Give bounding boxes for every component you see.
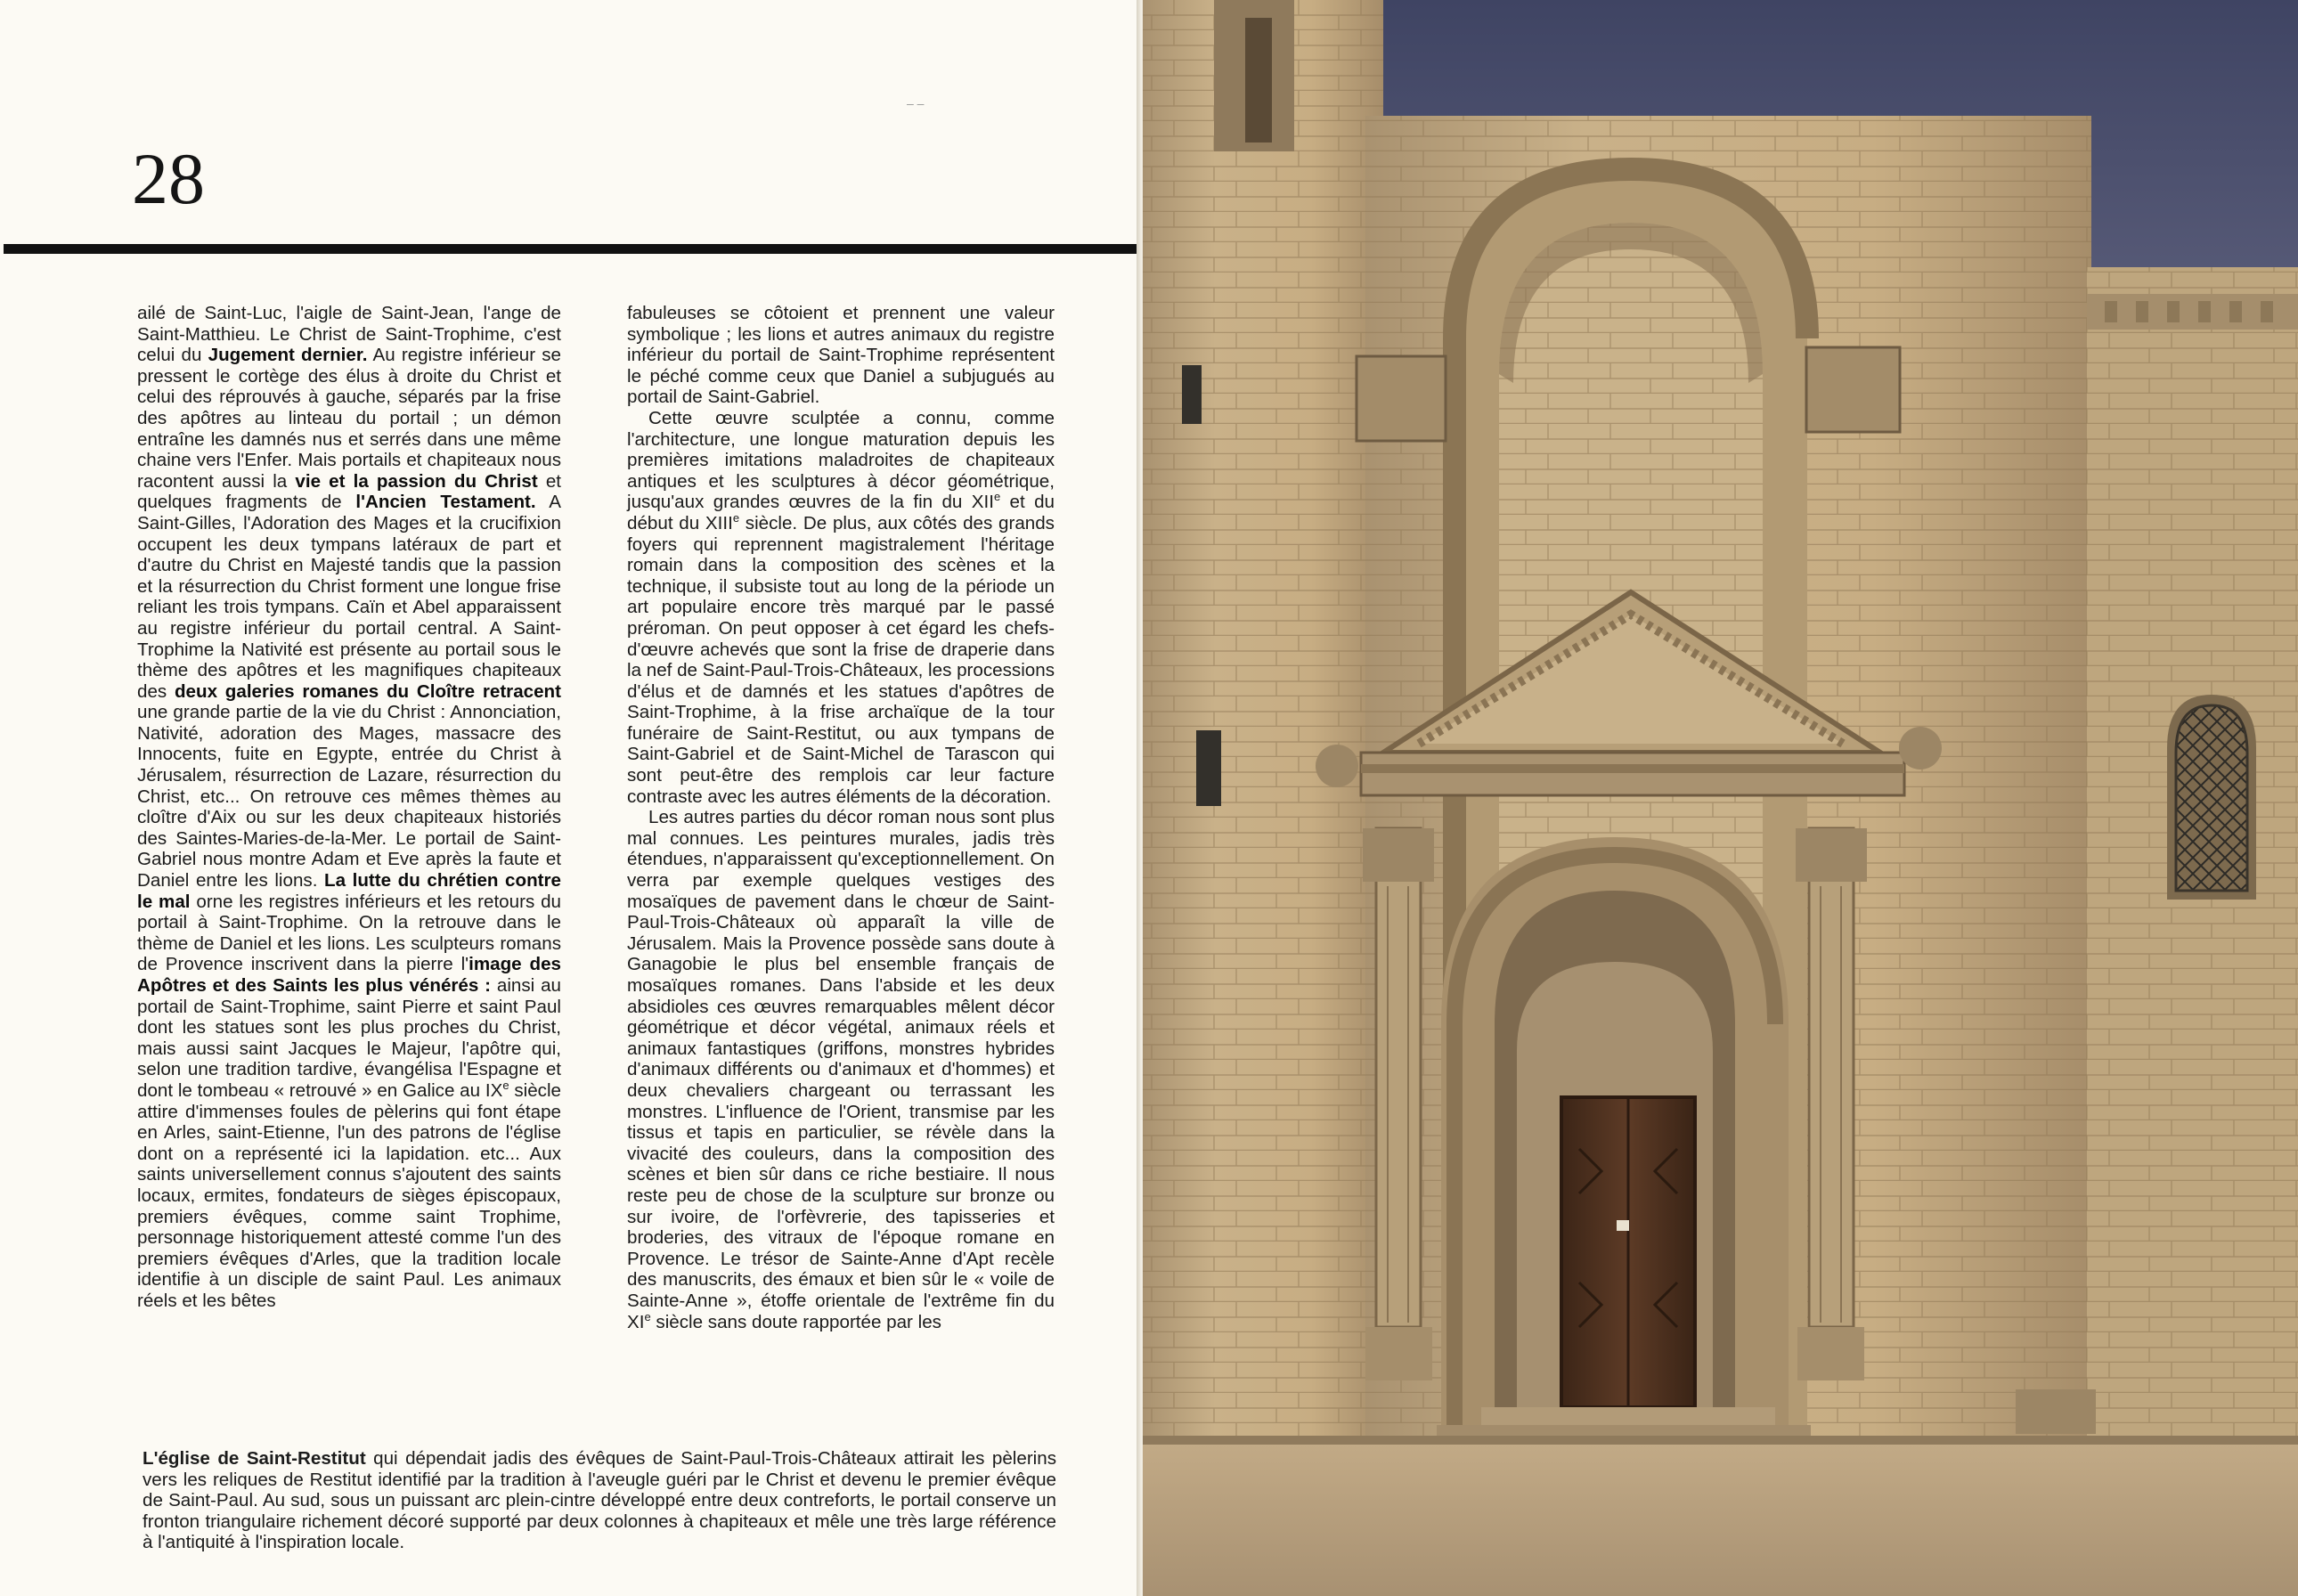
text-run: fabuleuses se côtoient et prennent une valeur symbolique ; les lions et autres animaux du registre inférieur du portail de Saint-Trophime représentent le péché comme ceux que Daniel a subjugués au portail de Saint-Gabriel.	[627, 303, 1055, 408]
caption-title: L'église de Saint-Restitut	[143, 1448, 366, 1469]
text-run: siècle. De plus, aux côtés des grands foyers qui reprennent magistralement l'héritage romain dans la composition des scènes et la technique, il subsiste tout au long de la période un art populaire encore très marqué par le passé préroman. On peut opposer à cet égard les chefs-d'œuvre achevés que sont la frise de draperie dans la nef de Saint-Paul-Trois-Châteaux, les processions d'élus et de damnés et les statues d'apôtres de Saint-Trophime, à la frise archaïque de la tour funéraire de Saint-Restitut, ou aux tympans de Saint-Gabriel et de Saint-Michel de Tarascon qui sont peut-être des remplois car leur facture contraste avec les autres éléments de la décoration.	[627, 512, 1055, 807]
superscript: e	[993, 490, 1001, 504]
left-column	[1376, 828, 1421, 1327]
bold-phrase: vie et la passion du Christ	[295, 470, 538, 492]
text-run: Au registre inférieur se pressent le cortège des élus à droite du Christ et celui des réprouvés à gauche, séparés par la frise des apôtres au linteau du portail ; un démon entraîne les damnés nus et serrés dans une même chaine vers l'Enfer. Mais portails et chapiteaux nous racontent aussi la	[137, 345, 561, 492]
church-photo	[1143, 0, 2298, 1596]
bold-phrase: deux galeries romanes du Cloître retracent	[174, 680, 561, 702]
text-run: et quelques fragments de	[137, 470, 562, 513]
left-page	[0, 0, 1143, 1596]
text-run: siècle sans doute rapportée par les	[650, 1311, 941, 1332]
caption-text: qui dépendait jadis des évêques de Saint-Paul-Trois-Châteaux attirait les pèlerins vers les reliques de Restitut identifié par la tradition à l'aveugle guéri par le Christ et devenu le premier évêque de Saint-Paul. Au sud, sous un puissant arc plein-cintre développé entre deux contreforts, le portail conserve un fronton triangulaire richement décoré supporté par deux colonnes à chapiteaux et mêle une très large référence à l'antiquité à l'inspiration locale.	[143, 1448, 1056, 1553]
text-run: une grande partie de la vie du Christ : Annonciation, Nativité, adoration des Mages, massacre des Innocents, fuite en Egypte, entrée du Christ à Jérusalem, résurrection de Lazare, résurrection du Christ, etc... On retrouve ces mêmes thèmes au cloître d'Aix ou sur les deux chapiteaux historiés des Saintes-Maries-de-la-Mer. Le portail de Saint-Gabriel nous montre Adam et Eve après la faute et Daniel entre les lions.	[137, 702, 561, 892]
text-column-left	[137, 303, 561, 1312]
superscript: e	[732, 511, 740, 525]
bold-phrase: La lutte du chrétien contre le mal	[137, 870, 561, 912]
header-rule	[4, 244, 1140, 254]
bold-phrase: l'Ancien Testament.	[355, 492, 536, 513]
superscript: e	[502, 1079, 509, 1093]
text-run: Les autres parties du décor roman nous sont plus mal connues. Les peintures murales, jadis très étendues, n'apparaissent qu'exceptionnellement. On verra par exemple quelques vestiges des mosaïques de pavement dans le chœur de Saint-Paul-Trois-Châteaux où apparaît la ville de Jérusalem. Mais la Provence possède sans doute à Ganagobie le plus bel ensemble français de mosaïques romanes. Dans l'abside et les deux absidioles ces œuvres remarquables mêlent décor géométrique et décor végétal, animaux réels et animaux fantastiques (griffons, monstres hybrides d'animaux différents ou d'animaux et d'hommes) et deux chevaliers chargeant ou terrassant les monstres. L'influence de l'Orient, transmise par les tissus et tapis en particulier, se révèle dans la vivacité des couleurs, dans la composition des scènes et bien sûr dans ce riche bestiaire. Il nous reste peu de chose de la sculpture sur bronze ou sur ivoire, de l'orfèvrerie, des tapisseries et broderies, des vitraux de l'époque romane en Provence. Le trésor de Sainte-Anne d'Apt recèle des manuscrits, des émaux et bien sûr le « voile de Sainte-Anne », étoffe orientale de l'extrême fin du XI	[627, 807, 1055, 1332]
text-run: orne les registres inférieurs et les retours du portail à Saint-Trophime. On la retrouve dans le thème de Daniel et les lions. Les sculpteurs romans de Provence inscrivent dans la pierre l'	[137, 891, 561, 975]
right-page-photo	[1143, 0, 2298, 1596]
photo-caption	[143, 1448, 1056, 1553]
text-run: ainsi au portail de Saint-Trophime, saint Pierre et saint Paul dont les statues sont les plus proches du Christ, mais aussi saint Jacques le Majeur, l'apôtre qui, selon une tradition tardive, évangélisa l'Espagne et dont le tombeau « retrouvé » en Galice au IX	[137, 975, 561, 1101]
text-run: A Saint-Gilles, l'Adoration des Mages et la crucifixion occupent les deux tympans latéraux de part et d'autre du Christ en Majesté tandis que la passion et la résurrection du Christ forment une longue frise reliant les trois tympans. Caïn et Abel apparaissent au registre inférieur du portail central. A Saint-Trophime la Nativité est présente au portail sous le thème des apôtres et les magnifiques chapiteaux des	[137, 492, 561, 702]
bold-phrase: Jugement dernier.	[208, 345, 368, 366]
text-run: siècle attire d'immenses foules de pèlerins qui font étape en Arles, saint-Etienne, l'un des patrons de l'église dont on a représenté ici la lapidation. etc... Aux saints universellement connus s'ajoutent des saints locaux, ermites, fondateurs de sièges épiscopaux, premiers évêques, comme saint Trophime, personnage historiquement attesté comme l'un des premiers évêques d'Arles, que la tradition locale identifie à un disciple de saint Paul. Les animaux réels et les bêtes	[137, 1079, 561, 1311]
paragraph	[137, 303, 561, 1312]
paragraph	[627, 807, 1055, 1332]
page-number: 28	[132, 138, 205, 219]
paragraph	[627, 408, 1055, 807]
bold-phrase: image des Apôtres et des Saints les plus vénérés :	[137, 954, 561, 996]
right-column	[1809, 828, 1854, 1327]
text-run: et du début du XIII	[627, 492, 1055, 533]
ground	[1143, 1443, 2298, 1596]
paragraph	[627, 303, 1055, 408]
text-column-right	[627, 303, 1055, 1332]
text-run: Cette œuvre sculptée a connu, comme l'architecture, une longue maturation depuis les premières imitations maladroites de chapiteaux antiques et les sculptures à décor géométrique, jusqu'aux grandes œuvres de la fin du XII	[627, 407, 1055, 513]
text-run: ailé de Saint-Luc, l'aigle de Saint-Jean, l'ange de Saint-Matthieu. Le Christ de Saint-Trophime, c'est celui du	[137, 303, 561, 366]
superscript: e	[644, 1309, 651, 1323]
scan-mark: – –	[907, 96, 925, 110]
